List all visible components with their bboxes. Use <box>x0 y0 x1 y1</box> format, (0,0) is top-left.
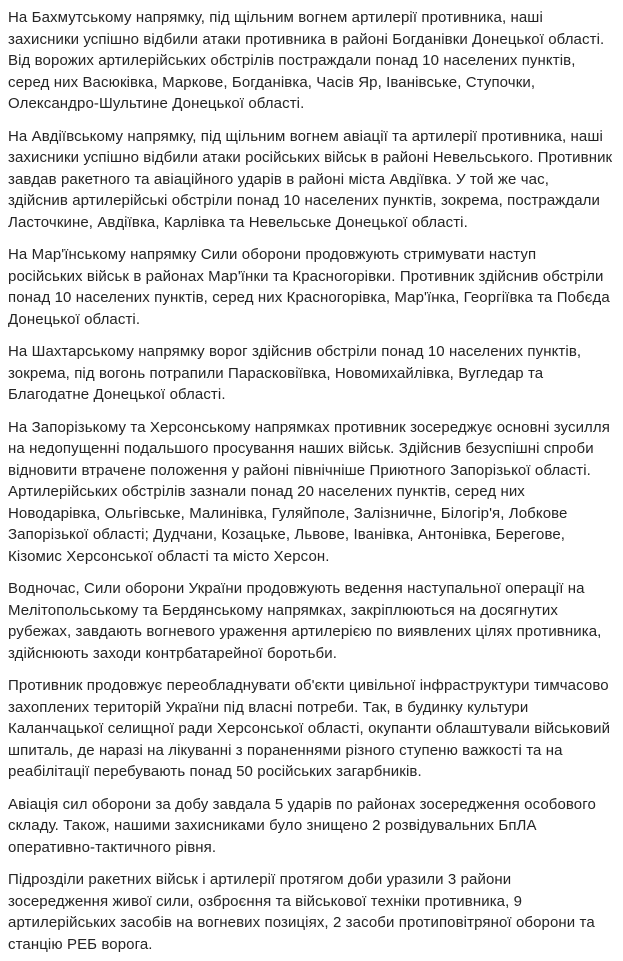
report-paragraph-zaporizhzhia-kherson: На Запорізькому та Херсонському напрямках противник зосереджує основні зусилля на недопущенні подальшого просування наших військ. Здійснив безуспішні спроби відновити втрачене положення у районі північніше Приютного Запорізької області. Артилерійських обстрілів зазнали понад 20 населених пунктів, серед них Новодарівка, Ольгівське, Малинівка, Гуляйполе, Залізничне, Білогір'я, Лобкове Запорізької області; Дудчани, Козацьке, Львове, Іванівка, Антонівка, Берегове, Кізомис Херсонської області та місто Херсон. <box>8 418 610 565</box>
report-paragraph-shakhtarsk: На Шахтарському напрямку ворог здійснив обстріли понад 10 населених пунктів, зокрема, під вогонь потрапили Парасковіївка, Новомихайлівка, Вугледар та Благодатне Донецької області. <box>8 343 582 403</box>
report-paragraph-offensive-operation: Водночас, Сили оборони України продовжують ведення наступальної операції на Мелітопольському та Бердянському напрямках, закріплюються на досягнутих рубежах, завдають вогневого ураження артилерією по виявлених цілях противника, здійснюють заходи контрбатарейної боротьби. <box>8 580 602 662</box>
report-paragraph-aviation: Авіація сил оборони за добу завдала 5 ударів по районах зосередження особового складу. Також, нашими захисниками було знищено 2 розвідувальних БпЛА оперативно-тактичного рівня. <box>8 795 596 856</box>
report-paragraph-marinka: На Мар'їнському напрямку Сили оборони продовжують стримувати наступ російських військ в районах Мар'їнки та Красногорівки. Противник здійснив обстріли понад 10 населених пунктів, серед них Красногорівка, Мар'їнка, Георгіївка та Побєда Донецької області. <box>8 246 610 328</box>
report-paragraph-avdiivka: На Авдіївському напрямку, під щільним вогнем авіації та артилерії противника, наші захисники успішно відбили атаки російських військ в районі Невельського. Противник завдав ракетного та авіаційного ударів в районі міста Авдіївка. У той же час, здійснив артилерійські обстріли понад 10 населених пунктів, зокрема, постраждали Ласточкине, Авдіївка, Карлівка та Невельське Донецької області. <box>8 127 613 231</box>
report-paragraph-artillery: Підрозділи ракетних військ і артилерії протягом доби уразили 3 райони зосередження живої сили, озброєння та військової техніки противника, 9 артилерійських засобів на вогневих позиціях, 2 засоби протиповітряної оборони та станцію РЕБ ворога. <box>8 871 595 953</box>
report-paragraph-infrastructure: Противник продовжує переобладнувати об'єкти цивільної інфраструктури тимчасово захоплених територій України під власні потреби. Так, в будинку культури Каланчацької селищної ради Херсонської області, окупанти облаштували військовий шпиталь, де наразі на лікуванні з пораненнями різного ступеню важкості та на реабілітації перебувають понад 50 російських загарбників. <box>8 677 611 780</box>
report-paragraph-bakhmut: На Бахмутському напрямку, під щільним вогнем артилерії противника, наші захисники успішно відбили атаки противника в районі Богданівки Донецької області. Від ворожих артилерійських обстрілів постраждали понад 10 населених пунктів, серед них Васюківка, Маркове, Богданівка, Часів Яр, Іванівське, Ступочки, Олександро-Шультине Донецької області. <box>8 9 605 112</box>
